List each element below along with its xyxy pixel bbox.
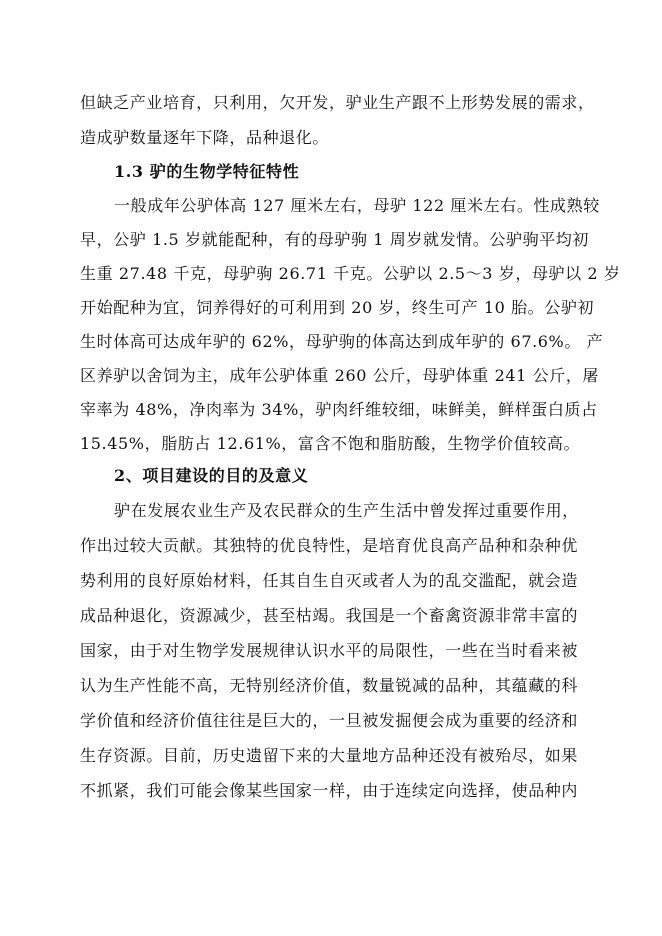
paragraph-line: 一般成年公驴体高 127 厘米左右，母驴 122 厘米左右。性成熟较	[114, 196, 600, 215]
section-heading-1-3: 1.3 驴的生物学特征特性	[114, 162, 300, 181]
paragraph-line: 生重 27.48 千克，母驴驹 26.71 千克。公驴以 2.5～3 岁，母驴以 2 岁	[80, 264, 621, 283]
paragraph-line: 学价值和经济价值往往是巨大的，一旦被发掘便会成为重要的经济和	[80, 711, 579, 730]
paragraph-line: 开始配种为宜，饲养得好的可利用到 20 岁，终生可产 10 胎。公驴初	[80, 298, 595, 317]
paragraph-line: 但缺乏产业培育，只利用，欠开发，驴业生产跟不上形势发展的需求，	[80, 93, 595, 112]
paragraph-line: 国家，由于对生物学发展规律认识水平的局限性，一些在当时看来被	[80, 641, 579, 660]
paragraph-line: 生时体高可达成年驴的 62%，母驴驹的体高达到成年驴的 67.6%。 产	[80, 332, 604, 351]
paragraph-line: 宰率为 48%，净肉率为 34%，驴肉纤维较细，味鲜美，鲜样蛋白质占	[80, 400, 598, 419]
paragraph-line: 驴在发展农业生产及农民群众的生产生活中曾发挥过重要作用，	[114, 501, 579, 520]
paragraph-line: 15.45%，脂肪占 12.61%，富含不饱和脂肪酸，生物学价值较高。	[80, 434, 581, 453]
paragraph-line: 认为生产性能不高，无特别经济价值，数量锐减的品种，其蕴藏的科	[80, 676, 579, 695]
paragraph-line: 区养驴以舍饲为主，成年公驴体重 260 公斤，母驴体重 241 公斤，屠	[80, 366, 600, 385]
paragraph-line: 不抓紧，我们可能会像某些国家一样，由于连续定向选择，使品种内	[80, 781, 579, 800]
paragraph-line: 早，公驴 1.5 岁就能配种，有的母驴驹 1 周岁就发情。公驴驹平均初	[80, 230, 589, 249]
paragraph-line: 势利用的良好原始材料，任其自生自灭或者人为的乱交滥配，就会造	[80, 571, 579, 590]
paragraph-line: 作出过较大贡献。其独特的优良特性，是培育优良高产品种和杂种优	[80, 536, 579, 555]
paragraph-line: 成品种退化，资源减少，甚至枯竭。我国是一个畜禽资源非常丰富的	[80, 606, 579, 625]
paragraph-line: 生存资源。目前，历史遗留下来的大量地方品种还没有被殆尽，如果	[80, 746, 579, 765]
paragraph-line: 造成驴数量逐年下降，品种退化。	[80, 128, 330, 147]
section-heading-2: 2、项目建设的目的及意义	[114, 466, 309, 485]
